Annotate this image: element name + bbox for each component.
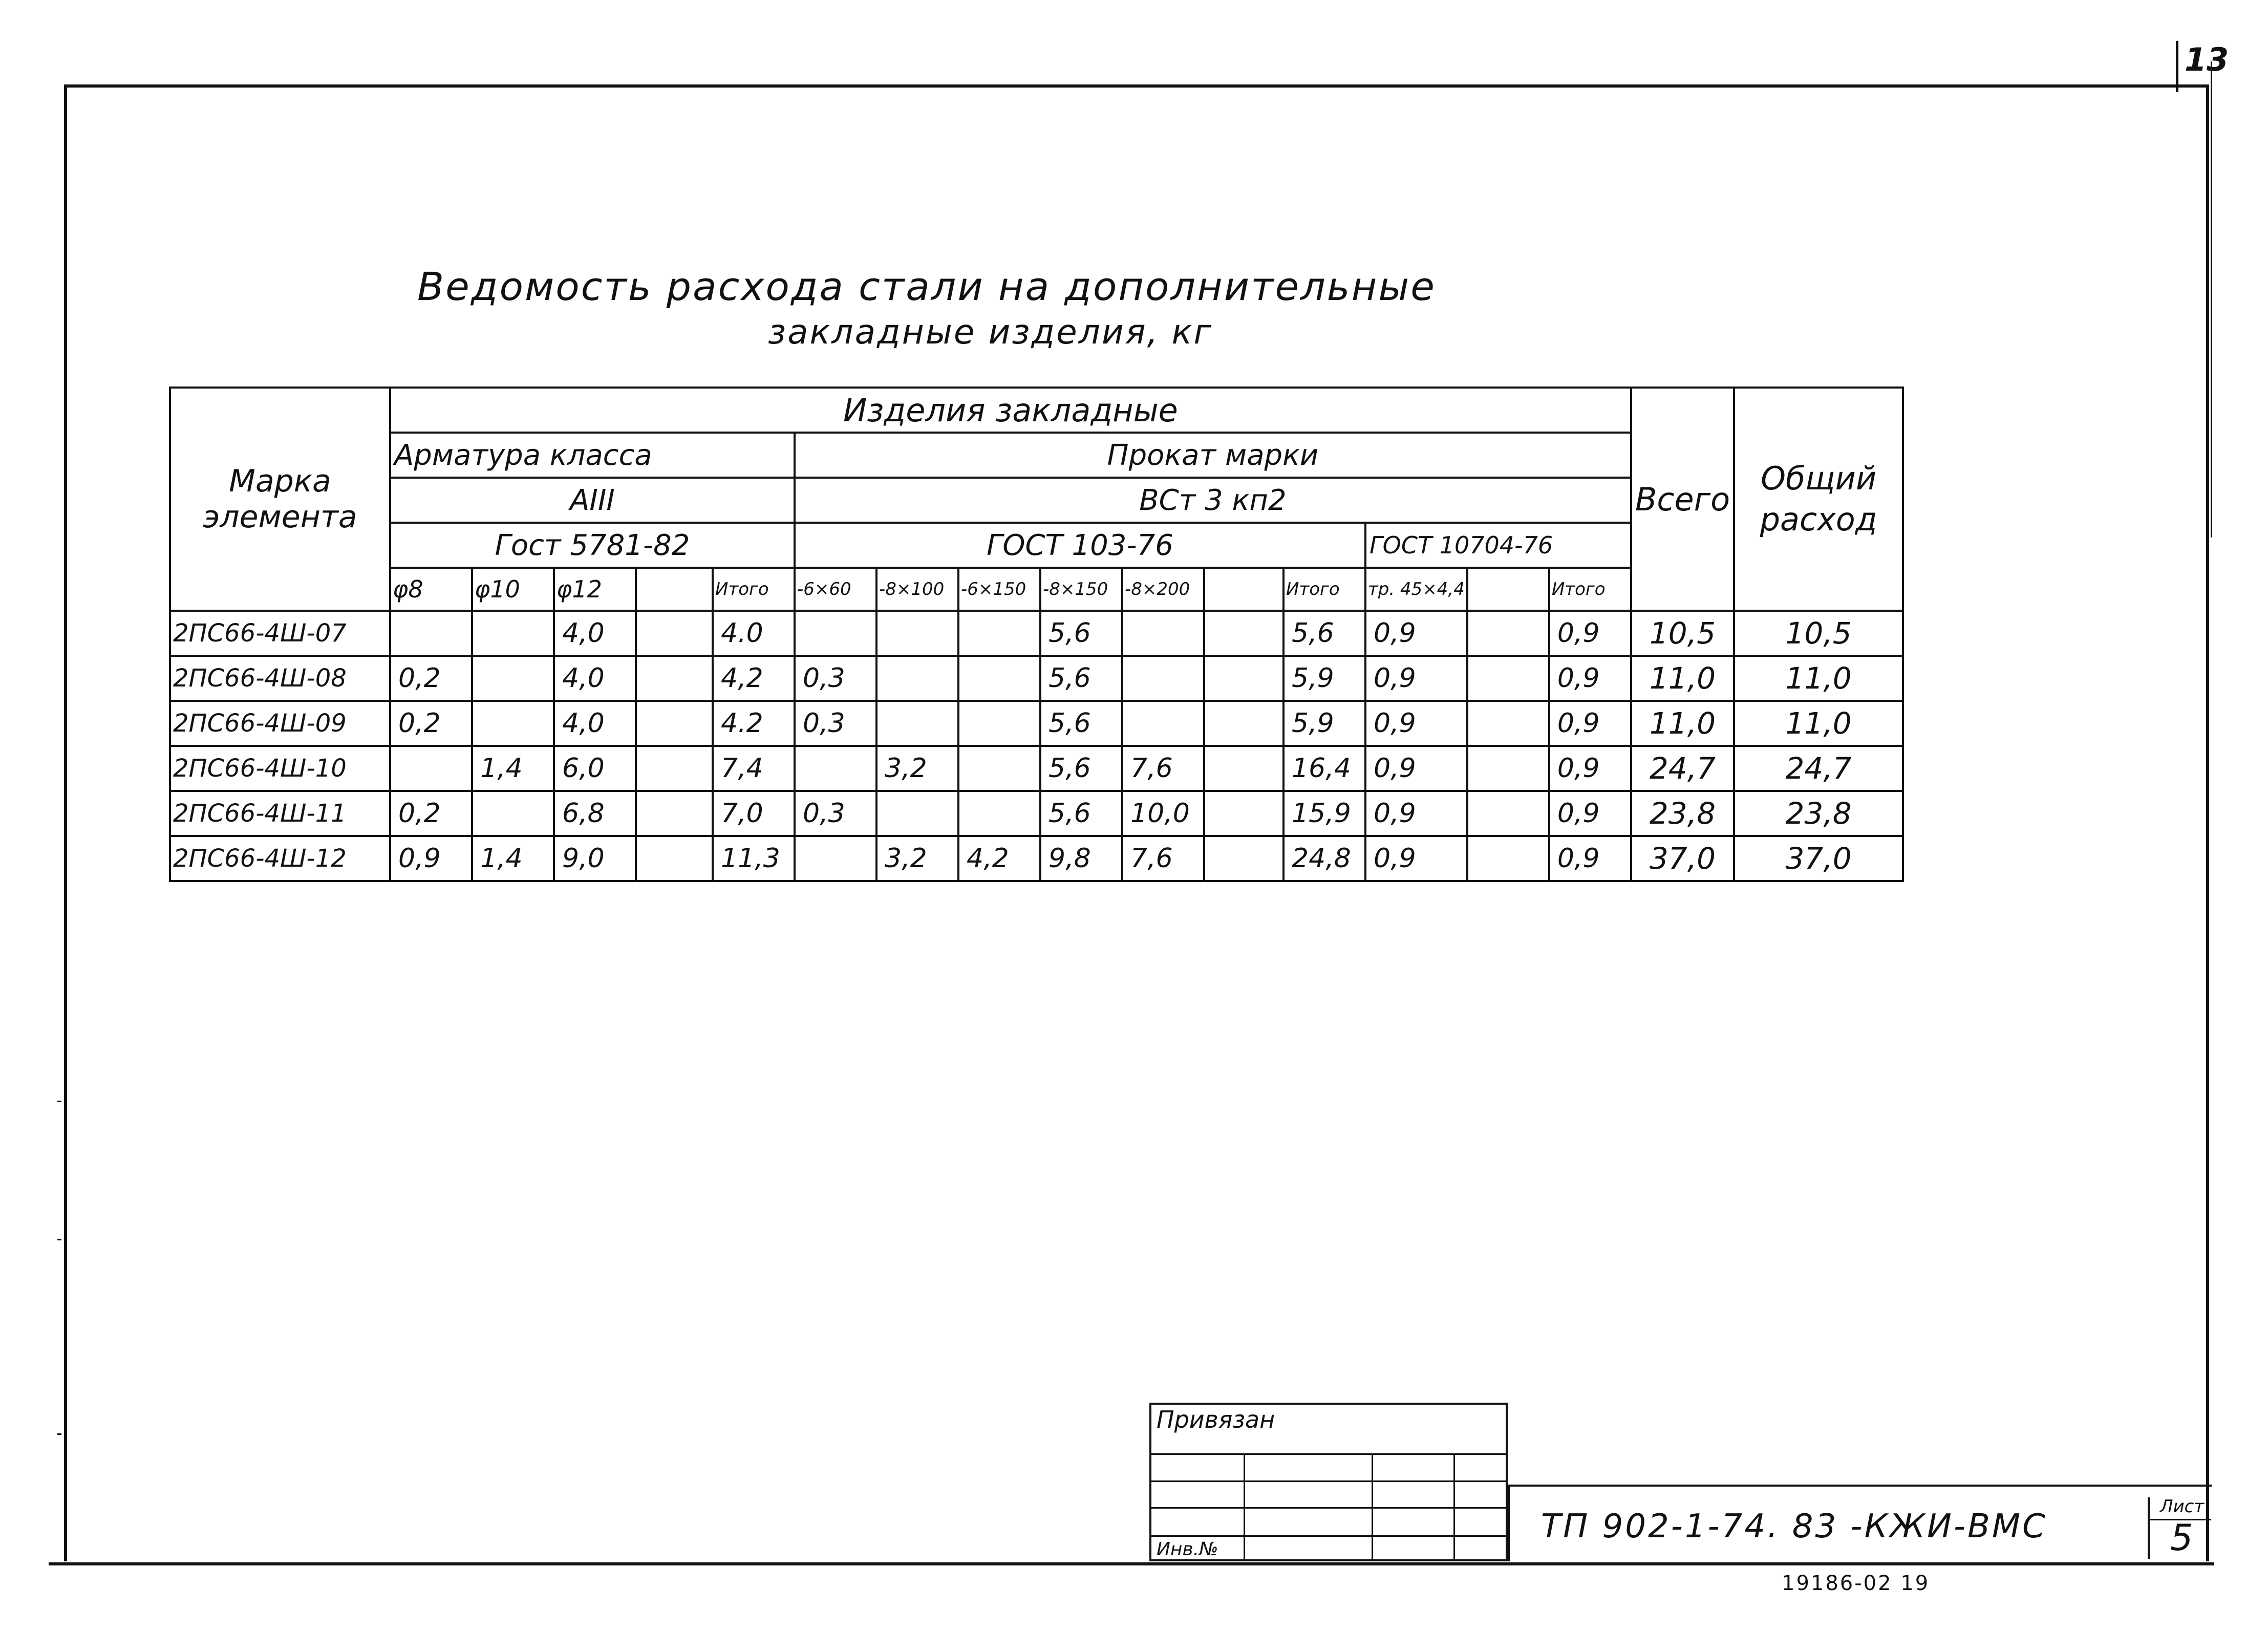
table-cell: 4,0 <box>554 611 636 656</box>
table-cell: 5,9 <box>1283 656 1365 701</box>
sub-header-cell: -8×200 <box>1122 568 1204 611</box>
table-cell: 0,9 <box>1365 836 1467 881</box>
table-cell: 3,2 <box>876 836 958 881</box>
table-cell <box>636 701 713 746</box>
sub-header-cell <box>1467 568 1549 611</box>
table-cell: 0,9 <box>1549 746 1631 791</box>
table-cell: 0,9 <box>1549 656 1631 701</box>
table-cell <box>472 701 554 746</box>
sub-header-cell: Итого <box>1283 568 1365 611</box>
table-cell <box>876 791 958 836</box>
rolled-standard-2: ГОСТ 10704-76 <box>1365 523 1631 568</box>
corner-sheet-number: 13 <box>2176 41 2214 92</box>
document-title: Ведомость расхода стали на дополнительные <box>417 264 1437 309</box>
table-cell: 5,9 <box>1283 701 1365 746</box>
sheet-box <box>2148 1497 2211 1559</box>
table-cell: 5,6 <box>1040 701 1122 746</box>
table-cell <box>1122 611 1204 656</box>
margin-tick <box>57 1239 61 1240</box>
sub-header-cell: φ10 <box>472 568 554 611</box>
sheet-label: Лист <box>2160 1496 2205 1517</box>
table-cell: 0,9 <box>1549 701 1631 746</box>
sub-header-cell: φ12 <box>554 568 636 611</box>
table-row <box>170 611 1903 656</box>
table-cell: 10,0 <box>1122 791 1204 836</box>
table-cell <box>876 611 958 656</box>
row-total: 24,7 <box>1631 746 1734 791</box>
table-row <box>170 746 1903 791</box>
table-cell <box>958 701 1040 746</box>
table-cell <box>958 656 1040 701</box>
rebar-group-header: Арматура класса <box>390 433 795 478</box>
table-cell <box>795 746 876 791</box>
table-cell: 0,2 <box>390 701 472 746</box>
table-row <box>170 791 1903 836</box>
table-cell <box>1122 656 1204 701</box>
rebar-class: AIII <box>390 478 795 523</box>
table-cell <box>1204 656 1283 701</box>
document-subtitle: закладные изделия, кг <box>768 312 1213 352</box>
row-mark: 2ПС66-4Ш-07 <box>170 611 390 656</box>
table-cell <box>472 791 554 836</box>
table-cell: 0,9 <box>1365 791 1467 836</box>
table-cell <box>1467 701 1549 746</box>
row-overall: 11,0 <box>1734 656 1903 701</box>
table-cell <box>472 656 554 701</box>
table-cell <box>1204 701 1283 746</box>
table-cell: 1,4 <box>472 836 554 881</box>
margin-tick <box>57 1433 61 1435</box>
group-items-header: Изделия закладные <box>390 388 1631 433</box>
table-cell: 7,6 <box>1122 836 1204 881</box>
mark-header: Марка элемента <box>170 388 390 611</box>
sub-header-cell: φ8 <box>390 568 472 611</box>
table-cell: 0,9 <box>1365 656 1467 701</box>
row-mark: 2ПС66-4Ш-09 <box>170 701 390 746</box>
sheet-number: 5 <box>2170 1517 2193 1559</box>
row-total: 11,0 <box>1631 701 1734 746</box>
table-cell <box>1467 611 1549 656</box>
table-cell <box>636 836 713 881</box>
table-cell <box>1204 791 1283 836</box>
table-cell: 0,9 <box>1549 836 1631 881</box>
table-cell <box>1204 836 1283 881</box>
document-code: ТП 902-1-74. 83 -КЖИ-ВМС <box>1541 1508 2047 1545</box>
overall-header: Общий расход <box>1734 388 1903 611</box>
rolled-grade: ВСт 3 кп2 <box>795 478 1631 523</box>
inv-label: Инв.№ <box>1157 1539 1218 1560</box>
table-cell: 0,9 <box>1549 611 1631 656</box>
row-overall: 37,0 <box>1734 836 1903 881</box>
sub-header-cell: -6×150 <box>958 568 1040 611</box>
total-header: Всего <box>1631 388 1734 611</box>
table-cell: 0,9 <box>1365 611 1467 656</box>
row-mark: 2ПС66-4Ш-08 <box>170 656 390 701</box>
row-overall: 10,5 <box>1734 611 1903 656</box>
table-cell: 0,2 <box>390 791 472 836</box>
table-cell <box>636 656 713 701</box>
table-cell: 5,6 <box>1040 746 1122 791</box>
margin-tick <box>57 1101 61 1102</box>
table-cell: 4.0 <box>713 611 795 656</box>
table-cell <box>876 656 958 701</box>
table-cell: 0,3 <box>795 791 876 836</box>
row-mark: 2ПС66-4Ш-11 <box>170 791 390 836</box>
table-cell <box>795 611 876 656</box>
table-cell <box>472 611 554 656</box>
table-cell: 4,0 <box>554 701 636 746</box>
table-cell <box>1204 746 1283 791</box>
sub-header-cell: -8×150 <box>1040 568 1122 611</box>
table-cell: 0,3 <box>795 656 876 701</box>
table-cell: 7,0 <box>713 791 795 836</box>
table-cell: 24,8 <box>1283 836 1365 881</box>
rolled-standard-1: ГОСТ 103-76 <box>795 523 1365 568</box>
table-cell: 1,4 <box>472 746 554 791</box>
sub-header-cell <box>1204 568 1283 611</box>
sub-header-cell <box>636 568 713 611</box>
row-total: 37,0 <box>1631 836 1734 881</box>
table-cell <box>636 746 713 791</box>
table-cell <box>1467 656 1549 701</box>
table-cell: 11,3 <box>713 836 795 881</box>
row-total: 10,5 <box>1631 611 1734 656</box>
bottom-border <box>49 1562 2214 1565</box>
binding-stamp <box>1149 1403 1508 1561</box>
table-cell <box>795 836 876 881</box>
table-cell: 15,9 <box>1283 791 1365 836</box>
table-cell <box>636 611 713 656</box>
table-cell <box>958 746 1040 791</box>
table-cell: 4.2 <box>713 701 795 746</box>
table-row <box>170 701 1903 746</box>
table-cell <box>876 701 958 746</box>
table-cell: 9,8 <box>1040 836 1122 881</box>
table-row <box>170 836 1903 881</box>
sub-header-cell: Итого <box>1549 568 1631 611</box>
table-cell <box>390 746 472 791</box>
table-cell: 7,4 <box>713 746 795 791</box>
table-cell: 0,9 <box>1365 746 1467 791</box>
table-cell: 5,6 <box>1283 611 1365 656</box>
rolled-group-header: Прокат марки <box>795 433 1631 478</box>
sub-header-cell: -6×60 <box>795 568 876 611</box>
rebar-standard: Гост 5781-82 <box>390 523 795 568</box>
table-cell <box>958 611 1040 656</box>
table-cell: 4,2 <box>958 836 1040 881</box>
table-cell <box>1467 836 1549 881</box>
steel-consumption-table <box>169 386 1904 882</box>
table-cell: 0,9 <box>390 836 472 881</box>
row-total: 23,8 <box>1631 791 1734 836</box>
row-overall: 23,8 <box>1734 791 1903 836</box>
table-cell <box>1204 611 1283 656</box>
table-cell: 0,2 <box>390 656 472 701</box>
table-cell: 4,0 <box>554 656 636 701</box>
table-row <box>170 656 1903 701</box>
table-cell <box>390 611 472 656</box>
sub-header-cell: -8×100 <box>876 568 958 611</box>
table-cell: 16,4 <box>1283 746 1365 791</box>
table-cell: 0,3 <box>795 701 876 746</box>
row-mark: 2ПС66-4Ш-12 <box>170 836 390 881</box>
table-cell: 9,0 <box>554 836 636 881</box>
table-cell: 5,6 <box>1040 656 1122 701</box>
archive-number: 19186-02 19 <box>1782 1572 1930 1595</box>
row-mark: 2ПС66-4Ш-10 <box>170 746 390 791</box>
table-cell: 6,8 <box>554 791 636 836</box>
tied-label: Привязан <box>1157 1406 1275 1433</box>
right-margin-line <box>2211 61 2212 538</box>
sub-header-cell: Итого <box>713 568 795 611</box>
table-cell <box>1467 791 1549 836</box>
table-cell: 6,0 <box>554 746 636 791</box>
table-cell: 5,6 <box>1040 611 1122 656</box>
table-cell <box>1467 746 1549 791</box>
table-cell: 5,6 <box>1040 791 1122 836</box>
table-cell: 0,9 <box>1549 791 1631 836</box>
row-total: 11,0 <box>1631 656 1734 701</box>
sub-header-cell: тр. 45×4,4 <box>1365 568 1467 611</box>
table-cell: 3,2 <box>876 746 958 791</box>
row-overall: 24,7 <box>1734 746 1903 791</box>
row-overall: 11,0 <box>1734 701 1903 746</box>
table-cell <box>636 791 713 836</box>
table-cell <box>1122 701 1204 746</box>
table-cell <box>958 791 1040 836</box>
table-cell: 0,9 <box>1365 701 1467 746</box>
table-cell: 7,6 <box>1122 746 1204 791</box>
table-cell: 4,2 <box>713 656 795 701</box>
